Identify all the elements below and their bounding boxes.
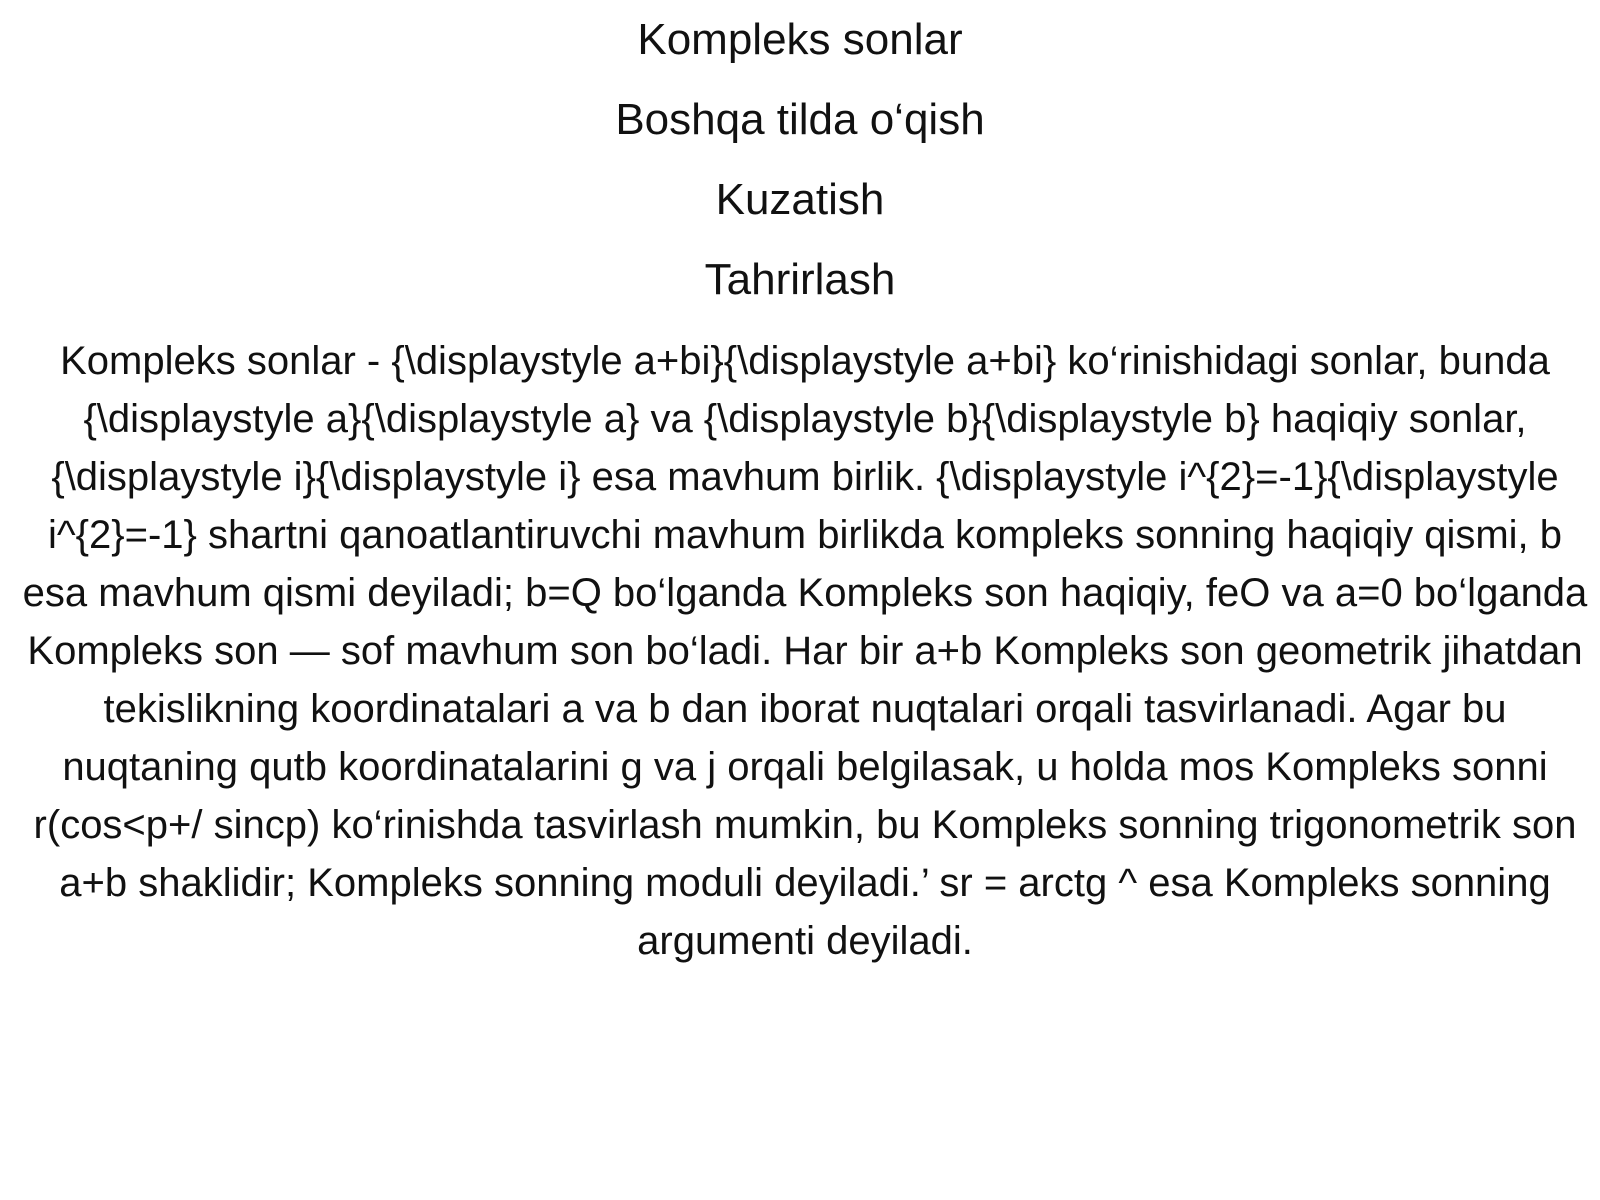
edit-link[interactable]: Tahrirlash [704, 255, 896, 304]
watch-link[interactable]: Kuzatish [715, 175, 885, 224]
read-in-other-language-link[interactable]: Boshqa tilda o‘qish [615, 95, 985, 144]
article-body-text: Kompleks sonlar - {\displaystyle a+bi}{\displaystyle a+bi} ko‘rinishidagi sonlar, bunda {\displaystyle a}{\displaystyle a} va {\displaystyle b}{\displaystyle b} haqiqiy sonlar, {\displaystyle i}{\displaystyle i} esa mavhum birlik. {\displaystyle i^{2}=-1}{\displaystyle i^{2}=-1} shartni qanoatlantiruvchi mavhum birlikda kompleks sonning haqiqiy qismi, b esa mavhum qismi deyiladi; b=Q bo‘lganda Kompleks son haqiqiy, feO va a=0 bo‘lganda Kompleks son — sof mavhum son bo‘ladi. Har bir a+b Kompleks son geometrik jihatdan tekislikning koordinatalari a va b dan iborat nuqtalari orqali tasvirlanadi. Agar bu nuqtaning qutb koordinatalarini g va j orqali belgilasak, u holda mos Kompleks sonni r(cos<p+/ sincp) ko‘rinishda tasvirlash mumkin, bu Kompleks sonning trigonometrik son a+b shaklidir; Kompleks sonning moduli deyiladi.’ sr = arctg ^ esa Kompleks sonning argumenti deyiladi. [22, 339, 1588, 963]
page-title: Kompleks sonlar [637, 15, 963, 64]
